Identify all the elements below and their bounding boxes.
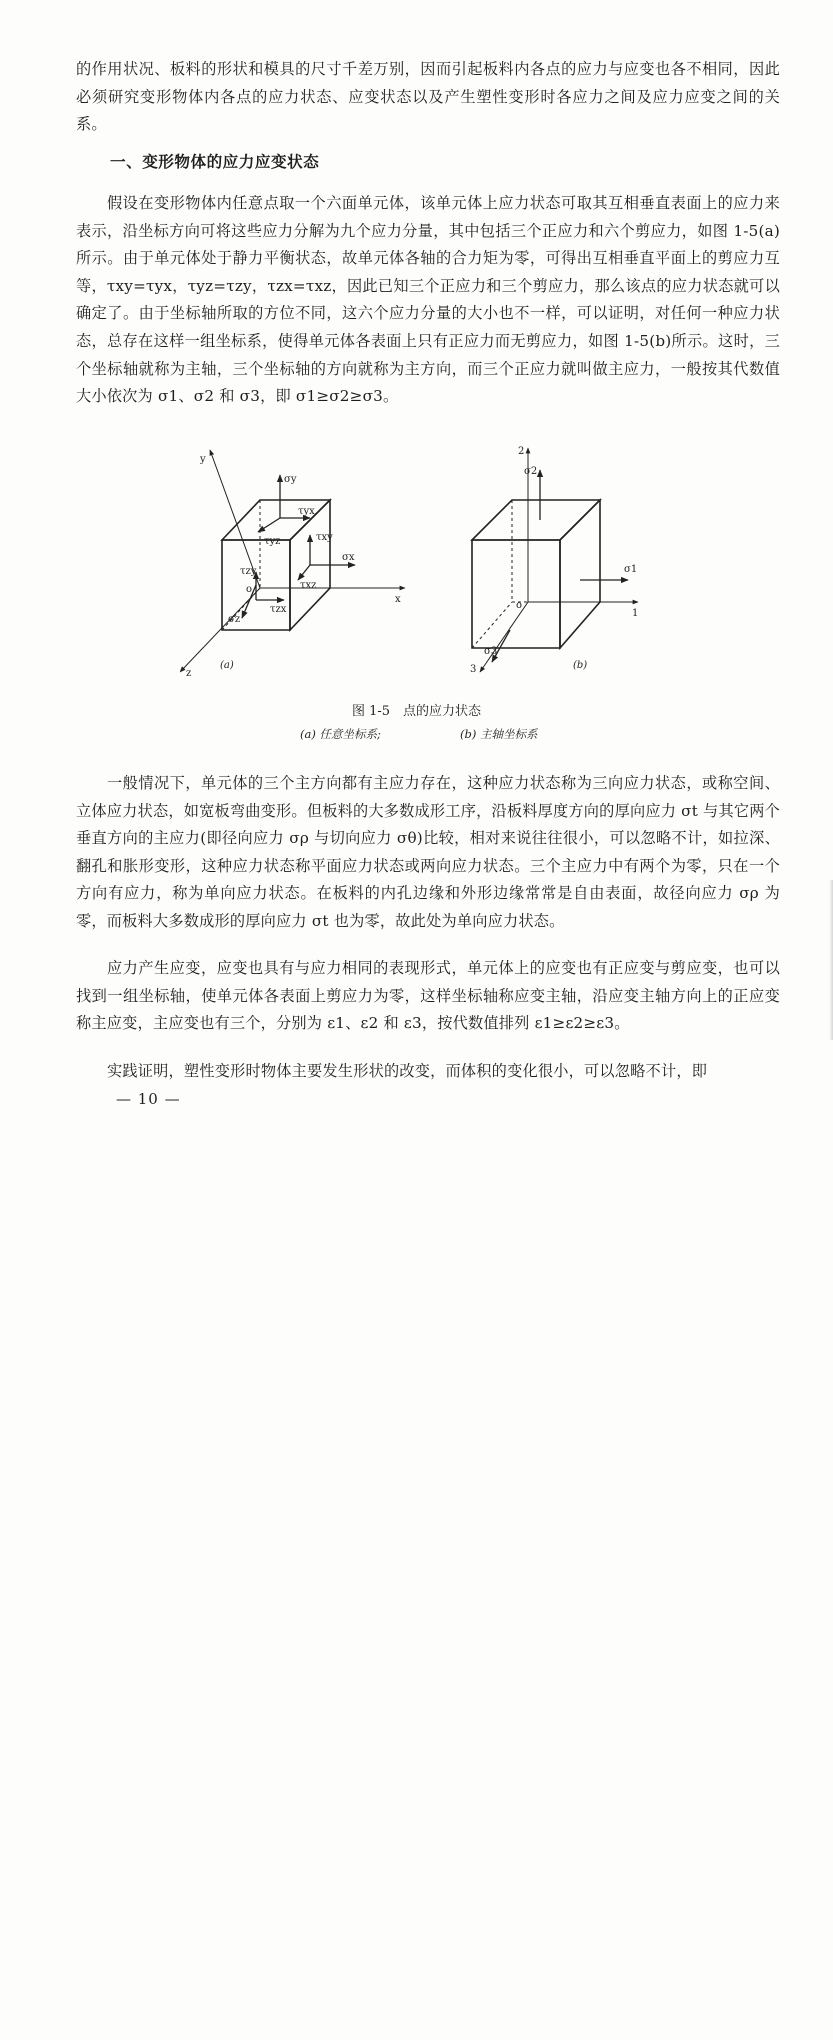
figure-caption: 图 1-5 点的应力状态 bbox=[351, 704, 482, 719]
axis-label-x: x bbox=[395, 594, 401, 605]
label-tau-xy: τxy bbox=[316, 532, 333, 543]
scan-edge-shadow bbox=[829, 880, 833, 1040]
label-tau-yz: τyz bbox=[264, 536, 281, 547]
label-sigma-z: σz bbox=[228, 614, 241, 625]
figure-subcaption-b: (b) 主轴坐标系 bbox=[460, 727, 538, 741]
label-sigma-x: σx bbox=[342, 552, 355, 563]
axis-label-2: 2 bbox=[518, 446, 525, 457]
page-number: — 10 — bbox=[116, 1090, 181, 1108]
paragraph-stress-types: 一般情况下，单元体的三个主方向都有主应力存在，这种应力状态称为三向应力状态，或称空间、立体应力状态，如宽板弯曲变形。但板料的大多数成形工序，沿板料厚度方向的厚向应力 σt 与其它两个垂直方向的主应力(即径向应力 σρ 与切向应力 σθ)比较，相对来说往往很小，可以忽略不计，如拉深、翻孔和胀形变形，这种应力状态称平面应力状态或两向应力状态。三个主应力中有两个为零，只在一个方向有应力，称为单向应力状态。在板料的内孔边缘和外形边缘常常是自由表面，故径向应力 σρ 为零，而板料大多数成形的厚向应力 σt 也为零，故此处为单向应力状态。 bbox=[76, 774, 780, 930]
axes-b bbox=[480, 448, 638, 672]
label-sigma2: σ2 bbox=[524, 466, 538, 477]
figure-label-a: (a) bbox=[220, 660, 234, 671]
label-tau-zy: τzy bbox=[240, 566, 257, 577]
label-sigma1: σ1 bbox=[624, 564, 638, 575]
paragraph-intro: 的作用状况、板料的形状和模具的尺寸千差万别，因而引起板料内各点的应力与应变也各不相同，因此必须研究变形物体内各点的应力状态、应变状态以及产生塑性变形时各应力之间及应力应变之间的关系。 bbox=[76, 60, 780, 134]
label-tau-zx: τzx bbox=[270, 604, 287, 615]
axis-label-y: y bbox=[200, 454, 206, 465]
paragraph-volume: 实践证明，塑性变形时物体主要发生形状的改变，而体积的变化很小，可以忽略不计，即 bbox=[107, 1062, 708, 1080]
axis-label-3: 3 bbox=[470, 664, 477, 675]
label-tau-xz: τxz bbox=[300, 580, 317, 591]
label-sigma3: σ3 bbox=[484, 646, 498, 657]
section-heading: 一、变形物体的应力应变状态 bbox=[110, 153, 320, 171]
axis-label-z: z bbox=[186, 668, 192, 679]
cube-b bbox=[472, 500, 600, 648]
origin-label-a: o bbox=[246, 584, 253, 595]
stress-arrows-a bbox=[242, 475, 355, 618]
axis-label-1: 1 bbox=[632, 608, 639, 619]
label-tau-yx: τyx bbox=[298, 506, 315, 517]
label-sigma-y: σy bbox=[284, 474, 297, 485]
figure-label-b: (b) bbox=[573, 660, 588, 671]
origin-label-b: o bbox=[516, 600, 523, 611]
figure-stress-state bbox=[180, 440, 660, 690]
figure-subcaption-a: (a) 任意坐标系; bbox=[300, 727, 381, 741]
paragraph-stress-components: 假设在变形物体内任意点取一个六面单元体，该单元体上应力状态可取其互相垂直表面上的应力来表示，沿坐标方向可将这些应力分解为九个应力分量，其中包括三个正应力和六个剪应力，如图 1-5(a)所示。由于单元体处于静力平衡状态，故单元体各轴的合力矩为零，可得出互相垂直平面上的剪应力互等，τxy=τyx，τyz=τzy，τzx=τxz，因此已知三个正应力和三个剪应力，那么该点的应力状态就可以确定了。由于坐标轴所取的方位不同，这六个应力分量的大小也不一样，可以证明，对任何一种应力状态，总存在这样一组坐标系，使得单元体各表面上只有正应力而无剪应力，如图 1-5(b)所示。这时，三个坐标轴就称为主轴，三个坐标轴的方向就称为主方向，而三个正应力就叫做主应力，一般按其代数值大小依次为 σ1、σ2 和 σ3，即 σ1≥σ2≥σ3。 bbox=[76, 194, 780, 406]
paragraph-strain: 应力产生应变，应变也具有与应力相同的表现形式，单元体上的应变也有正应变与剪应变，也可以找到一组坐标轴，使单元体各表面上剪应力为零，这样坐标轴称应变主轴，沿应变主轴方向上的正应变称主应变，主应变也有三个，分别为 ε1、ε2 和 ε3，按代数值排列 ε1≥ε2≥ε3。 bbox=[76, 959, 780, 1033]
